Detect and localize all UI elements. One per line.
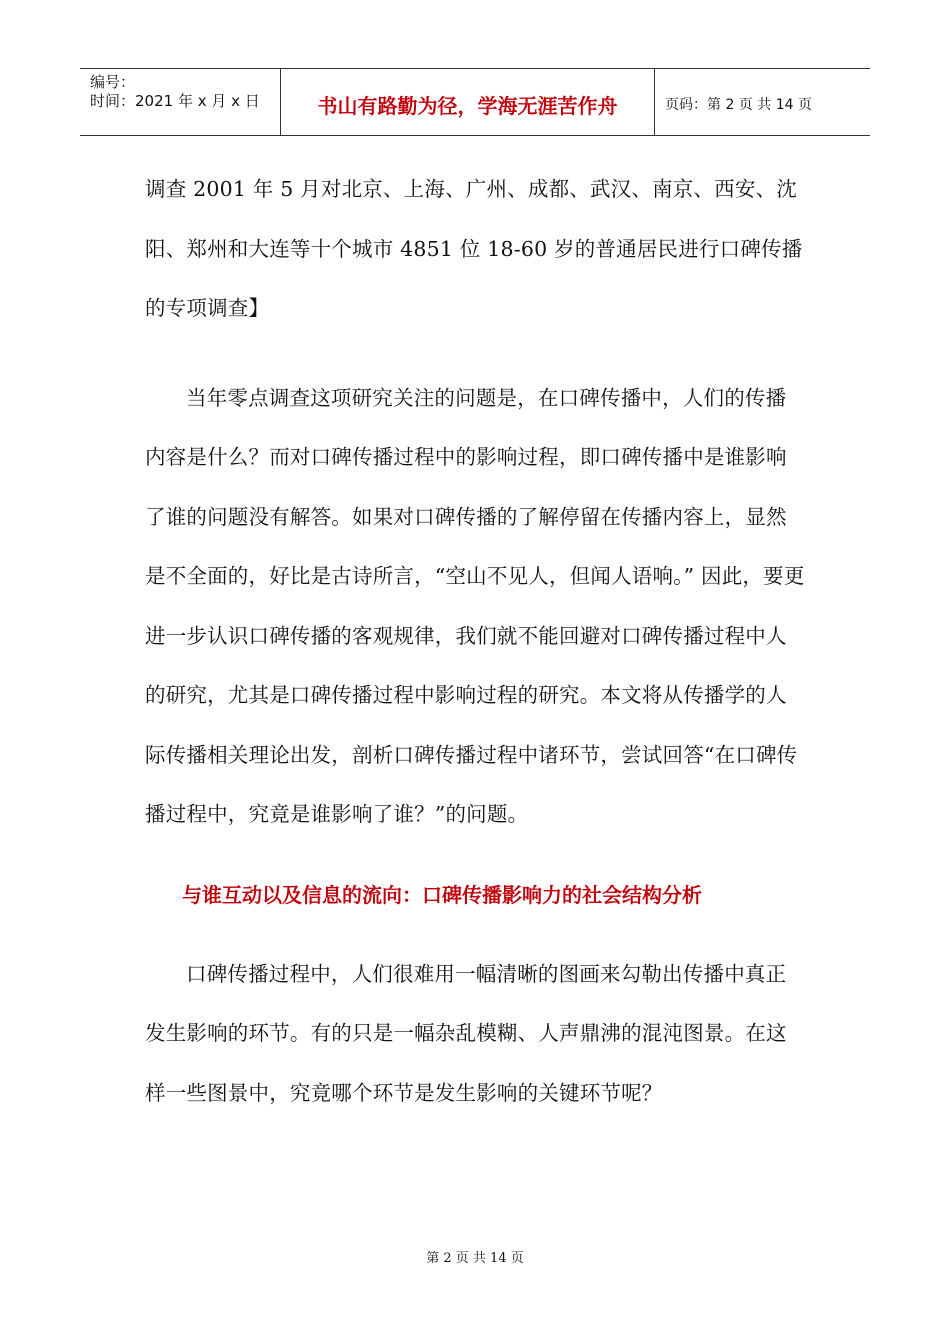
document-header: [80, 68, 870, 136]
header-motto: 书山有路勤为径，学海无涯苦作舟: [281, 69, 655, 135]
paragraph-chaotic-scene: 口碑传播过程中，人们很难用一幅清晰的图画来勾勒出传播中真正发生影响的环节。有的只是一幅杂乱模糊、人声鼎沸的混沌图景。在这样一些图景中，究竟哪个环节是发生影响的关键环节呢？: [145, 961, 787, 1105]
paragraph-survey: 调查 2001 年 5 月对北京、上海、广州、成都、武汉、南京、西安、沈阳、郑州和大连等十个城市 4851 位 18-60 岁的普通居民进行口碑传播的专项调查】: [145, 177, 803, 320]
doc-date-label: 时间：2021 年 x 月 x 日: [90, 92, 260, 110]
paragraph-gap: [145, 915, 805, 945]
paragraph-research-question: 当年零点调查这项研究关注的问题是，在口碑传播中，人们的传播内容是什么？而对口碑传播过程中的影响过程，即口碑传播中是谁影响了谁的问题没有解答。如果对口碑传播的了解停留在传播内容上，显然是不全面的，好比是古诗所言，“空山不见人，但闻人语响。” 因此，要更进一步认识口碑传播的客观规律，我们就不能回避对口碑传播过程中人的研究，尤其是口碑传播过程中影响过程的研究。本文将从传播学的人际传播相关理论出发，剖析口碑传播过程中诸环节，尝试回答“在口碑传播过程中，究竟是谁影响了谁？”的问题。: [145, 385, 805, 826]
paragraph-gap: [145, 845, 805, 875]
page-footer: 第 2 页 共 14 页: [426, 1251, 524, 1266]
document-body: [145, 160, 805, 1123]
header-meta: [80, 69, 281, 135]
paragraph-gap: [145, 339, 805, 369]
doc-number-label: 编号：: [90, 73, 136, 91]
section-heading: 与谁互动以及信息的流向：口碑传播影响力的社会结构分析: [182, 882, 702, 907]
header-page-code: 页码：第 2 页 共 14 页: [665, 97, 812, 113]
